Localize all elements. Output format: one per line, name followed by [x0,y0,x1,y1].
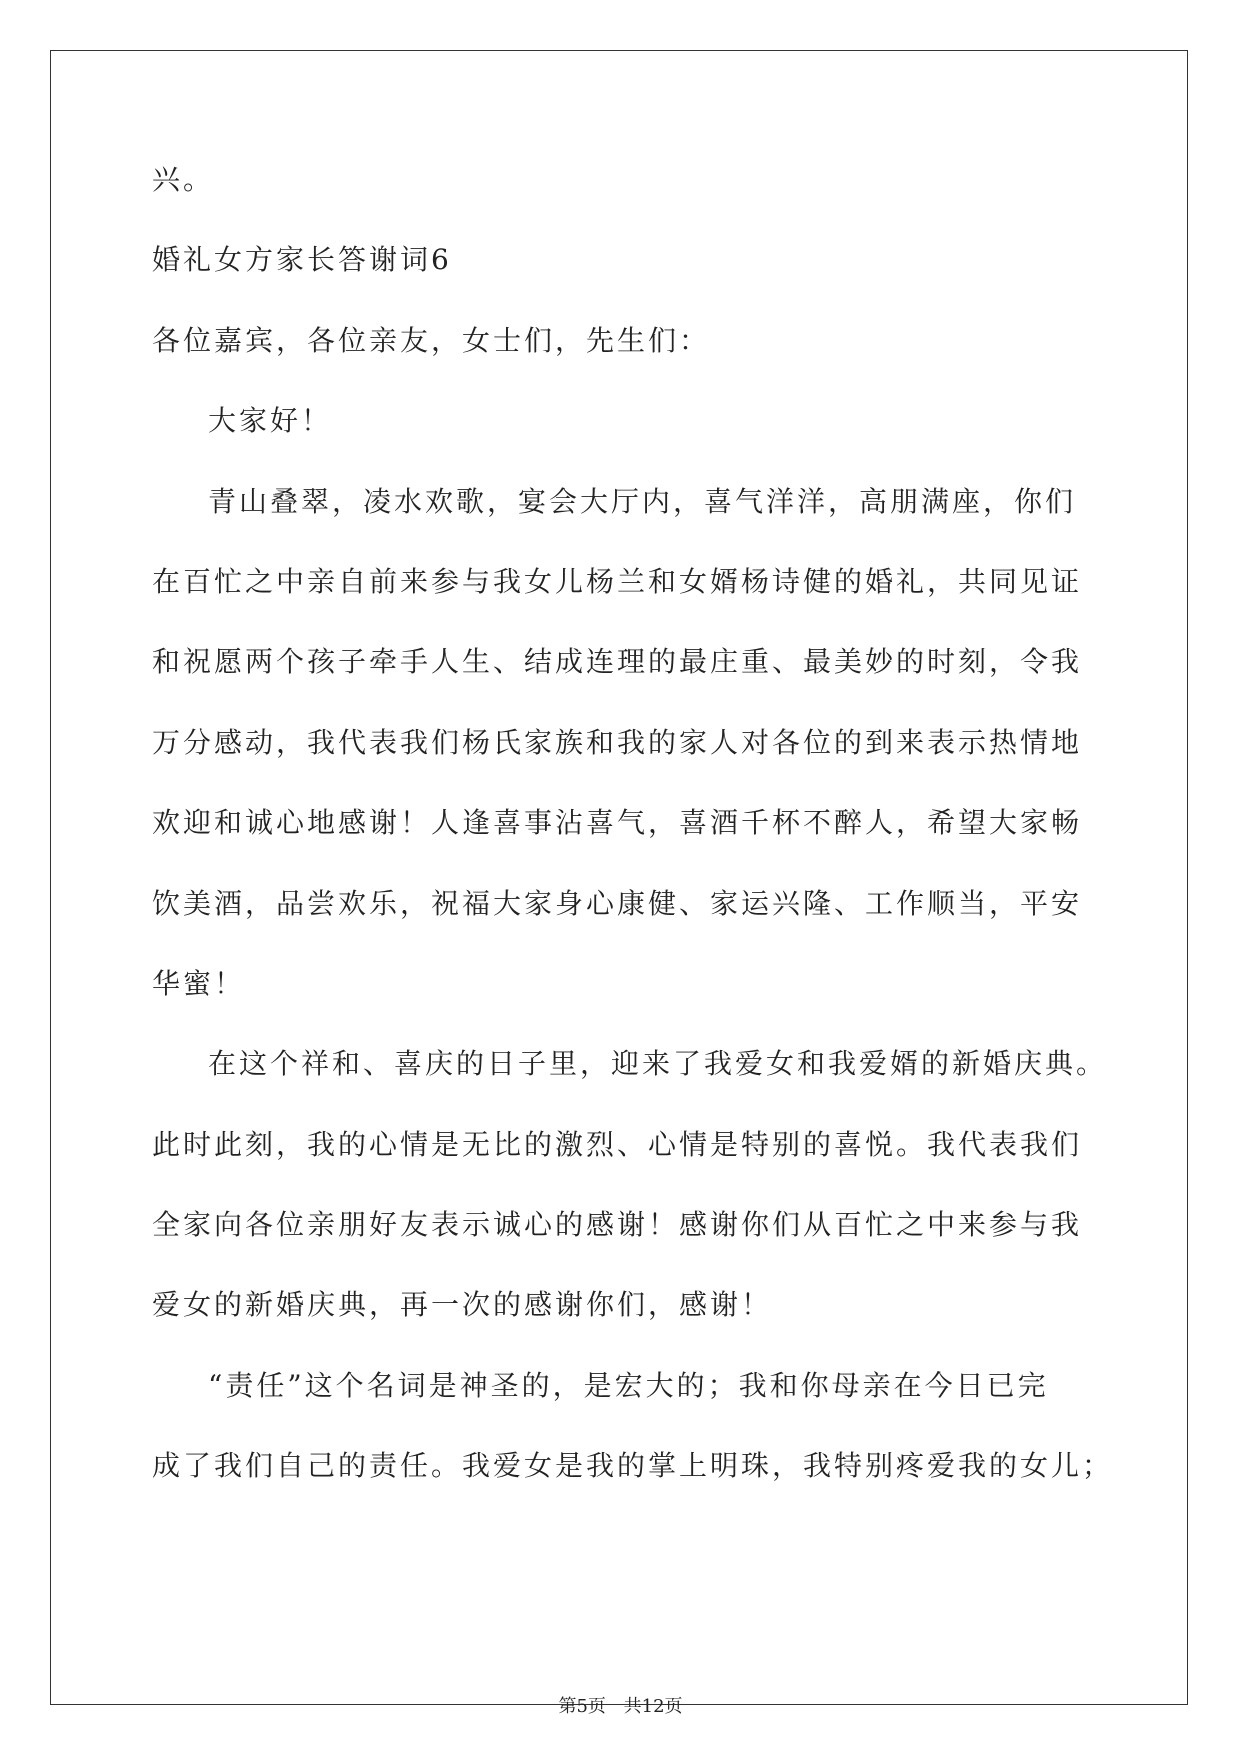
section-title: 婚礼女方家长答谢词6 [152,243,452,277]
text-line: 欢迎和诚心地感谢！人逢喜事沾喜气，喜酒千杯不醉人，希望大家畅 [152,806,1083,840]
text-line: 各位嘉宾，各位亲友，女士们，先生们： [152,323,711,357]
page-total: 共12页 [623,1696,683,1717]
text-line: 和祝愿两个孩子牵手人生、结成连理的最庄重、最美妙的时刻，令我 [152,645,1083,679]
text-line: 在这个祥和、喜庆的日子里，迎来了我爱女和我爱婿的新婚庆典。 [208,1047,1108,1081]
text-line: 成了我们自己的责任。我爱女是我的掌上明珠，我特别疼爱我的女儿； [152,1449,1114,1483]
document-body [152,160,1114,1527]
text-line: 爱女的新婚庆典，再一次的感谢你们，感谢！ [152,1288,773,1322]
text-line: 华蜜！ [152,966,246,1000]
text-line: 在百忙之中亲自前来参与我女儿杨兰和女婿杨诗健的婚礼，共同见证 [152,564,1083,598]
text-line: 青山叠翠，凌水欢歌，宴会大厅内，喜气洋洋，高朋满座，你们 [208,484,1077,518]
page-number: 第5页 [558,1696,606,1717]
text-line: 万分感动，我代表我们杨氏家族和我的家人对各位的到来表示热情地 [152,725,1083,759]
text-line: 此时此刻，我的心情是无比的激烈、心情是特别的喜悦。我代表我们 [152,1127,1083,1161]
text-line: 饮美酒，品尝欢乐，祝福大家身心康健、家运兴隆、工作顺当，平安 [152,886,1083,920]
text-line: 全家向各位亲朋好友表示诚心的感谢！感谢你们从百忙之中来参与我 [152,1208,1083,1242]
text-line: 兴。 [152,163,215,196]
text-line: 大家好！ [208,404,333,438]
page-footer [0,1692,1241,1718]
text-line: “责任”这个名词是神圣的，是宏大的；我和你母亲在今日已完 [208,1368,1049,1402]
